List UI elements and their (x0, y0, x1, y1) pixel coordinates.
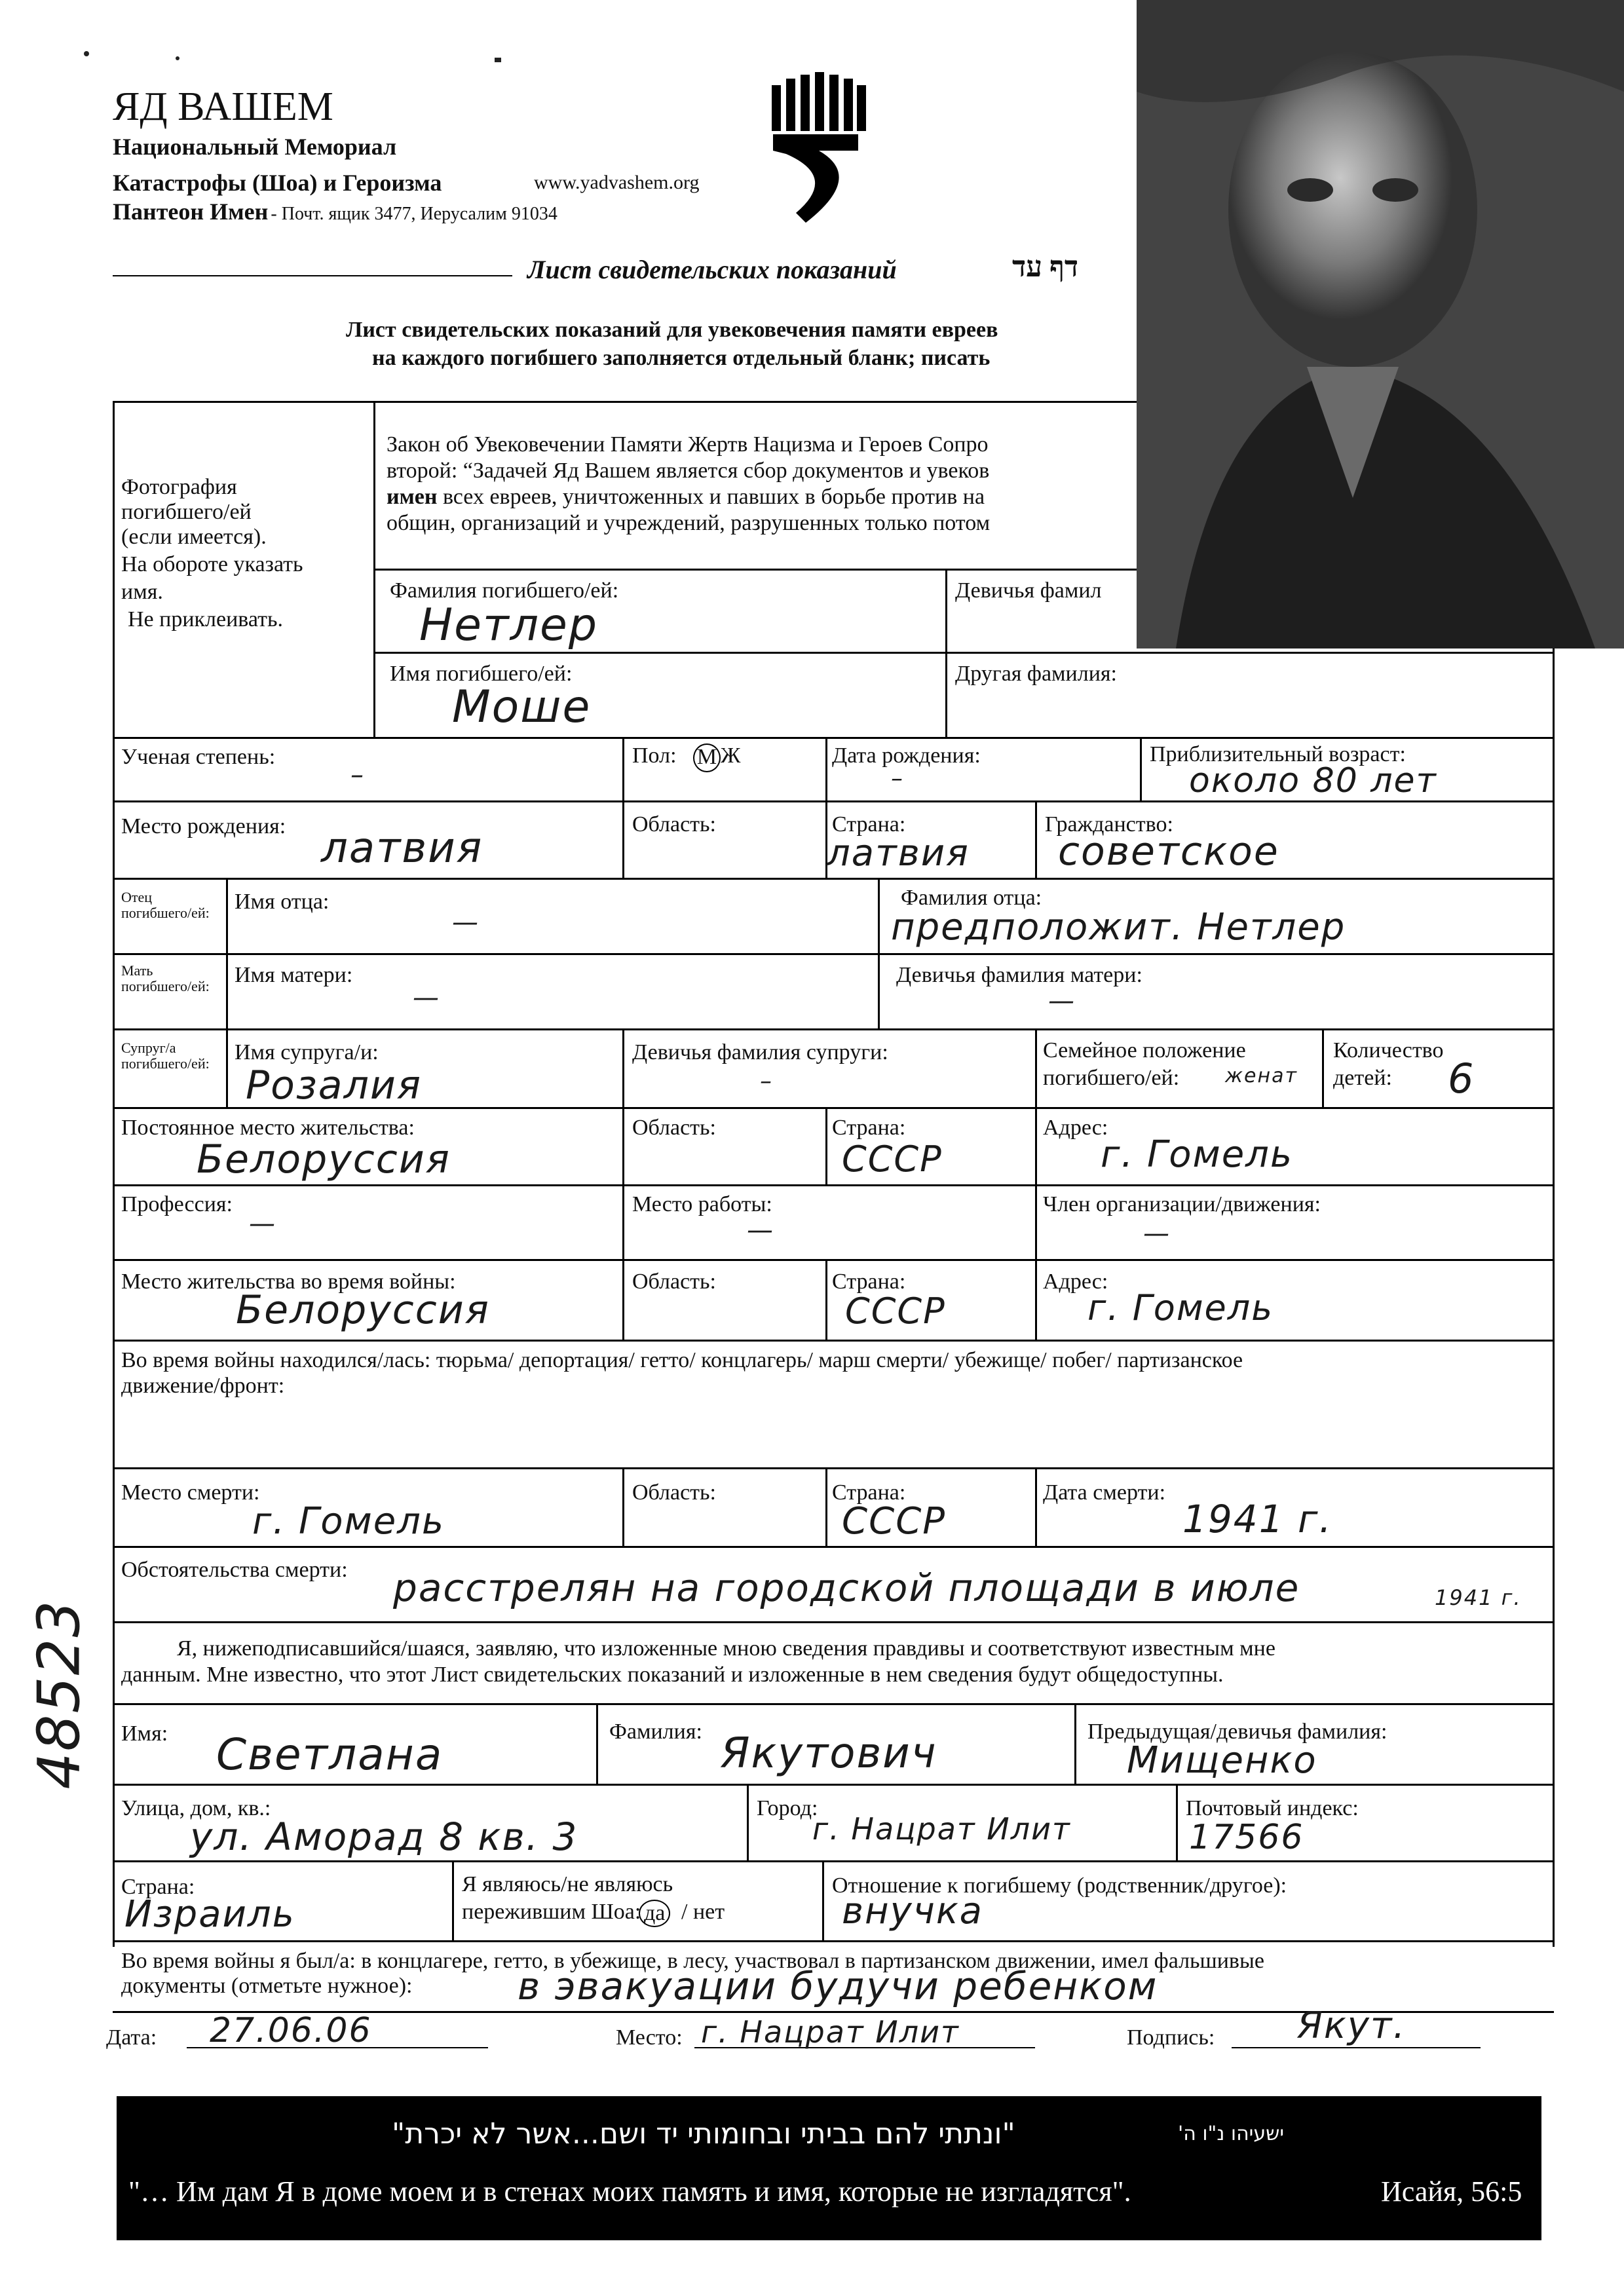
org-line1: Национальный Мемориал (113, 134, 397, 160)
death-date-value[interactable]: 1941 г. (1182, 1497, 1332, 1541)
war-address-label: Адрес: (1043, 1269, 1108, 1294)
zip-value[interactable]: 17566 (1189, 1818, 1304, 1857)
org-address: - Почт. ящик 3477, Иерусалим 91034 (271, 204, 557, 224)
profession-label: Профессия: (121, 1192, 233, 1216)
profession-value[interactable]: — (249, 1209, 276, 1239)
scan-speck (495, 58, 501, 62)
workplace-value[interactable]: — (747, 1215, 774, 1245)
footer-hebrew-ref: ישעיהו נ"ו ה' (1178, 2122, 1285, 2145)
spouse-maiden-label: Девичья фамилия супруги: (632, 1040, 888, 1064)
during-war-label2: движение/фронт: (121, 1374, 285, 1398)
signature-label: Подпись: (1127, 2025, 1215, 2050)
residence-region-label: Область: (632, 1116, 716, 1140)
father-side-label: Отец погибшего/ей: (121, 889, 210, 921)
law-line2: второй: “Задачей Яд Вашем является сбор документов и увеков (387, 459, 990, 483)
age-label: Приблизительный возраст: (1150, 742, 1406, 766)
photo-label-2: погибшего/ей (121, 500, 252, 524)
war-address-value[interactable]: г. Гомель (1087, 1287, 1274, 1328)
yad-vashem-logo (766, 72, 871, 236)
gender-m[interactable]: М (693, 743, 721, 772)
father-name-label: Имя отца: (235, 890, 330, 914)
submitter-name-label: Имя: (121, 1721, 168, 1746)
date-value[interactable]: 27.06.06 (210, 2011, 372, 2050)
law-line3: всех евреев, уничтоженных и павших в борьбе против на (437, 485, 985, 509)
place-label: Место: (616, 2025, 683, 2050)
citizenship-value[interactable]: советское (1058, 829, 1279, 874)
street-label: Улица, дом, кв.: (121, 1796, 271, 1820)
circumstances-value[interactable]: расстрелян на городской площади в июле (393, 1566, 1300, 1610)
children-value[interactable]: 6 (1448, 1055, 1475, 1102)
survivor-no[interactable]: / нет (681, 1900, 725, 1924)
survivor-label1: Я являюсь/не являюсь (462, 1872, 673, 1896)
scan-speck (84, 51, 89, 56)
residence-label: Постоянное место жительства: (121, 1116, 415, 1140)
death-region-label: Область: (632, 1480, 716, 1505)
death-place-value[interactable]: г. Гомель (252, 1500, 445, 1543)
dob-value[interactable]: – (891, 765, 904, 792)
place-value[interactable]: г. Нацрат Илит (701, 2014, 960, 2050)
gender-label: Пол: (632, 743, 677, 768)
dob-label: Дата рождения: (832, 743, 981, 768)
victim-firstname-label: Имя погибшего/ей: (390, 662, 573, 686)
degree-value[interactable]: – (350, 760, 365, 790)
submitter-war-label2: документы (отметьте нужное): (121, 1974, 413, 1998)
website: www.yadvashem.org (534, 172, 700, 193)
member-label: Член организации/движения: (1043, 1192, 1321, 1216)
photo-label-1: Фотография (121, 475, 237, 499)
city-value[interactable]: г. Нацрат Илит (812, 1811, 1071, 1847)
survivor-yes[interactable]: да (639, 1900, 670, 1927)
org-line3-wrap (113, 198, 557, 225)
spouse-maiden-value[interactable]: – (760, 1068, 773, 1095)
zip-label: Почтовый индекс: (1186, 1796, 1359, 1820)
declaration-line1: Я, нижеподписавшийся/шаяся, заявляю, что изложенные мною сведения правдивы и соответствуют известным мне (177, 1636, 1275, 1661)
circumstances-year[interactable]: 1941 г. (1435, 1585, 1522, 1610)
footer-russian-quote: "… Им дам Я в доме моем и в стенах моих память и имя, которые не изгладятся". (128, 2175, 1131, 2208)
birthplace-label: Место рождения: (121, 814, 286, 838)
submitter-country-label: Страна: (121, 1875, 195, 1899)
submitter-prev-value[interactable]: Мищенко (1127, 1739, 1317, 1782)
org-name: ЯД ВАШЕМ (113, 85, 333, 129)
war-country-value[interactable]: СССР (845, 1290, 946, 1332)
org-line2: Катастрофы (Шоа) и Героизма (113, 170, 442, 196)
spouse-side-label: Супруг/а погибшего/ей: (121, 1040, 210, 1072)
death-country-value[interactable]: СССР (842, 1500, 947, 1543)
victim-maiden-label: Девичья фамил (955, 578, 1102, 603)
side-number: 48523 (25, 1599, 93, 1790)
birth-country-value[interactable]: латвия (827, 832, 970, 874)
marital-label2: погибшего/ей: (1043, 1066, 1180, 1090)
signature-rule (1232, 2047, 1481, 2048)
photo-label-5: имя. (121, 580, 163, 604)
submitter-war-value[interactable]: в эвакуации будучи ребенком (518, 1964, 1158, 2008)
relation-label: Отношение к погибшему (родственник/другое): (832, 1873, 1287, 1898)
marital-label1: Семейное положение (1043, 1038, 1246, 1062)
residence-country-label: Страна: (832, 1116, 906, 1140)
residence-country-value[interactable]: СССР (842, 1138, 943, 1180)
photo-label-4: На обороте указать (121, 552, 303, 576)
form-title: Лист свидетельских показаний (527, 255, 897, 284)
declaration-line2: данным. Мне известно, что этот Лист свидетельских показаний и изложенные в нем сведения будут общедоступны. (121, 1663, 1224, 1687)
workplace-label: Место работы: (632, 1192, 772, 1216)
mother-maiden-label: Девичья фамилия матери: (896, 963, 1142, 987)
spouse-name-value[interactable]: Розалия (246, 1062, 422, 1108)
residence-address-value[interactable]: г. Гомель (1101, 1133, 1293, 1176)
mother-maiden-value[interactable]: — (1048, 986, 1076, 1016)
marital-value[interactable]: женат (1225, 1064, 1298, 1087)
intro-line2: на каждого погибшего заполняется отдельный бланк; писать (372, 346, 991, 370)
law-line4: общин, организаций и учреждений, разрушенных только потом (387, 511, 991, 535)
children-label1: Количество (1333, 1038, 1444, 1062)
title-rule (113, 275, 512, 276)
birth-country-label: Страна: (832, 812, 906, 837)
submitter-surname-label: Фамилия: (609, 1720, 702, 1744)
degree-label: Ученая степень: (121, 745, 276, 769)
residence-address-label: Адрес: (1043, 1116, 1108, 1140)
citizenship-label: Гражданство: (1045, 812, 1173, 837)
city-label: Город: (757, 1796, 818, 1820)
survivor-label2: пережившим Шоа: (462, 1900, 641, 1924)
scan-speck (176, 56, 179, 60)
signature-value[interactable]: Якут. (1297, 2004, 1407, 2047)
war-country-label: Страна: (832, 1269, 906, 1294)
circumstances-label: Обстоятельства смерти: (121, 1558, 348, 1582)
submitter-country-value[interactable]: Израиль (124, 1893, 295, 1936)
submitter-name-value[interactable]: Светлана (216, 1729, 444, 1780)
relation-value[interactable]: внучка (842, 1890, 983, 1932)
footer-russian-ref: Исайя, 56:5 (1381, 2175, 1522, 2208)
law-line3-bold: имен (387, 485, 438, 509)
street-value[interactable]: ул. Аморад 8 кв. 3 (190, 1814, 578, 1859)
death-country-label: Страна: (832, 1480, 906, 1505)
residence-value[interactable]: Белоруссия (197, 1137, 451, 1182)
father-surname-label: Фамилия отца: (901, 886, 1042, 910)
mother-name-label: Имя матери: (235, 963, 353, 987)
spouse-name-label: Имя супруга/и: (235, 1040, 379, 1064)
mother-name-value[interactable]: — (413, 983, 440, 1013)
submitter-surname-value[interactable]: Якутович (721, 1729, 937, 1778)
age-value[interactable]: около 80 лет (1189, 761, 1437, 800)
victim-surname[interactable]: Нетлер (419, 599, 599, 651)
birthplace-value[interactable]: латвия (321, 824, 483, 873)
father-surname-value[interactable]: предположит. Нетлер (891, 906, 1346, 949)
death-place-label: Место смерти: (121, 1480, 260, 1505)
form-title-hebrew: דף עד (1012, 251, 1079, 283)
war-residence-label: Место жительства во время войны: (121, 1269, 456, 1294)
war-residence-value[interactable]: Белоруссия (236, 1287, 490, 1333)
gender-f[interactable]: Ж (721, 743, 741, 768)
victim-photograph (1137, 0, 1624, 649)
mother-side-label: Мать погибшего/ей: (121, 962, 210, 994)
footer-banner (117, 2096, 1541, 2240)
victim-surname-label: Фамилия погибшего/ей: (390, 578, 619, 603)
law-line1: Закон об Увековечении Памяти Жертв Нацизма и Героев Сопро (387, 432, 989, 457)
birth-region-label: Область: (632, 812, 716, 837)
date-label: Дата: (106, 2025, 157, 2050)
war-region-label: Область: (632, 1269, 716, 1294)
photo-label-6: Не приклеивать. (128, 607, 283, 631)
death-date-label: Дата смерти: (1043, 1480, 1166, 1505)
victim-firstname[interactable]: Моше (452, 681, 592, 733)
photo-label-3: (если имеется). (121, 525, 267, 549)
footer-hebrew-quote: "ונתתי להם בביתי ובחומותי יד ושם...אשר לא יכרת" (392, 2117, 1015, 2151)
children-label2: детей: (1333, 1066, 1392, 1090)
law-line3-wrap (387, 485, 985, 510)
father-name-value[interactable]: — (452, 907, 480, 937)
intro-line1: Лист свидетельских показаний для увековечения памяти евреев (346, 318, 998, 342)
submitter-prev-label: Предыдущая/девичья фамилия: (1087, 1720, 1388, 1744)
other-surname-label: Другая фамилия: (955, 662, 1117, 686)
submitter-war-label1: Во время войны я был/а: в концлагере, гетто, в убежище, в лесу, участвовал в партизанском движении, имел фальшивые (121, 1949, 1264, 1973)
org-line3: Пантеон Имен (113, 198, 269, 225)
during-war-label1: Во время войны находился/лась: тюрьма/ депортация/ гетто/ концлагерь/ марш смерти/ убежище/ побег/ партизанское (121, 1348, 1243, 1372)
member-value[interactable]: — (1143, 1218, 1171, 1249)
